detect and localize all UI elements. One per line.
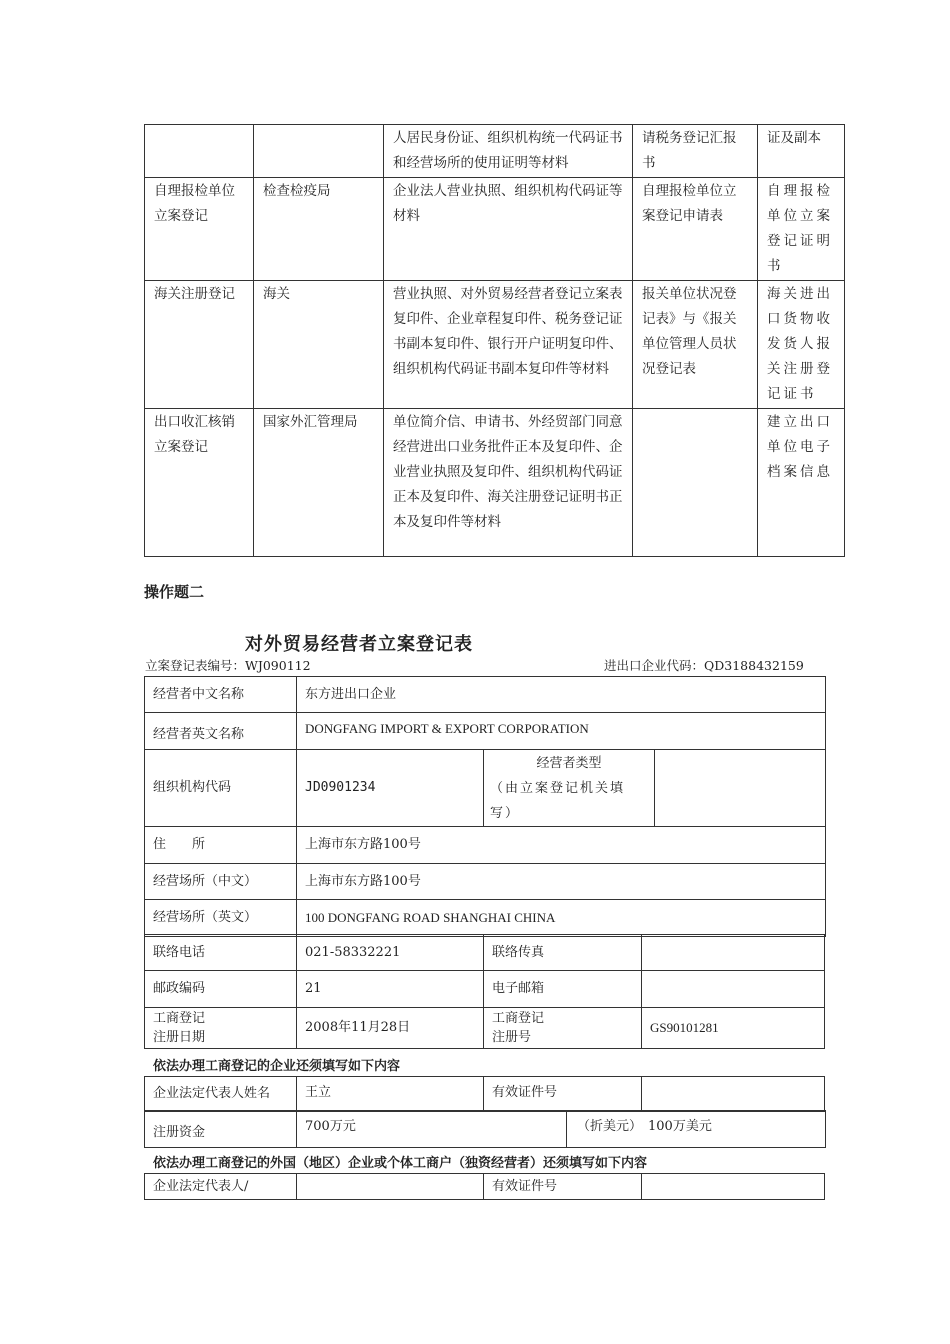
table-cell: 企业法人营业执照、组织机构代码证等材料: [384, 178, 633, 281]
table-cell: 出口收汇核销立案登记: [145, 409, 254, 557]
registration-procedure-table: [144, 124, 845, 557]
usd-label: （折美元）: [577, 1119, 643, 1134]
field-label: 有效证件号: [484, 1174, 642, 1200]
form-row: [145, 827, 826, 864]
legal-rep-table: [144, 1076, 642, 1112]
field-label: [484, 1008, 642, 1049]
field-label: 电子邮箱: [484, 971, 642, 1008]
table-cell: 海关注册登记: [145, 281, 254, 409]
section-note: 依法办理工商登记的企业还须填写如下内容: [153, 1059, 401, 1074]
table-cell: 营业执照、对外贸易经营者登记立案表复印件、企业章程复印件、税务登记证书副本复印件、银行开户证明复印件、组织机构代码证书副本复印件等材料: [384, 281, 633, 409]
form-row: [642, 1077, 825, 1112]
field-label: 经营者中文名称: [145, 677, 297, 713]
legal-rep-field[interactable]: 王立: [297, 1077, 484, 1112]
field-label: 联络电话: [145, 935, 297, 971]
form-row: [145, 1077, 642, 1112]
biz-date-label: 工商登记: [153, 1011, 206, 1026]
form-row: [145, 677, 826, 713]
contact-table: [144, 934, 642, 1049]
form-row: [642, 1008, 825, 1049]
biz-date-field[interactable]: 2008年11月28日: [297, 1008, 484, 1049]
field-label: 住 所: [145, 827, 297, 864]
form-row: [145, 713, 826, 750]
legal-rep-id-table: [641, 1076, 825, 1112]
field-label: 有效证件号: [484, 1077, 642, 1112]
table-cell: [254, 125, 384, 178]
capital-table: [144, 1110, 826, 1148]
field-label: 邮政编码: [145, 971, 297, 1008]
form-row: [145, 864, 826, 900]
form-row: [145, 971, 642, 1008]
table-cell: 单位简介信、申请书、外经贸部门同意经营进出口业务批件正本及复印件、企业营业执照及复印件、组织机构代码证正本及复印件、海关注册登记证明书正本及复印件等材料: [384, 409, 633, 557]
table-cell: 请税务登记汇报书: [633, 125, 758, 178]
table-row: [145, 178, 845, 281]
section-title: 操作题二: [144, 583, 205, 601]
field-label: 经营场所（中文）: [145, 864, 297, 900]
table-row: [145, 125, 845, 178]
table-cell: 建立出口单位电子档案信息: [758, 409, 845, 557]
email-field[interactable]: [642, 971, 825, 1008]
biz-date-label: 注册日期: [153, 1030, 206, 1045]
registration-form-table: [144, 676, 826, 937]
form-title: 对外贸易经营者立案登记表: [245, 634, 473, 655]
usd-cell: [567, 1111, 826, 1148]
table-row: [145, 409, 845, 557]
form-row: [145, 935, 642, 971]
table-cell: 自理报检单位立案登记: [145, 178, 254, 281]
id2-field[interactable]: [642, 1174, 825, 1200]
table-cell: 报关单位状况登记表》与《报关单位管理人员状况登记表: [633, 281, 758, 409]
table-row: [145, 281, 845, 409]
field-label: 企业法定代表人姓名: [145, 1077, 297, 1112]
field-label: 注册资金: [145, 1111, 297, 1148]
type-label: 经营者类型: [536, 755, 602, 771]
form-row: [642, 971, 825, 1008]
contact-values-table: [641, 934, 825, 1049]
table-cell: 检查检疫局: [254, 178, 384, 281]
table-cell: 自理报检单位立案登记申请表: [633, 178, 758, 281]
legal-rep2-field[interactable]: [297, 1174, 484, 1200]
type-field[interactable]: [655, 750, 826, 827]
foreign-rep-id-table: [641, 1173, 825, 1200]
form-row: [145, 750, 826, 827]
form-row: [145, 1174, 642, 1200]
field-label: 企业法定代表人/: [145, 1174, 297, 1200]
field-label: [484, 750, 655, 827]
registration-number: 立案登记表编号：WJ090112: [145, 658, 311, 673]
field-label: 经营场所（英文）: [145, 900, 297, 937]
fax-field[interactable]: [642, 935, 825, 971]
form-row: [145, 1008, 642, 1049]
postcode-field[interactable]: 21: [297, 971, 484, 1008]
field-label: 组织机构代码: [145, 750, 297, 827]
field-label: [145, 1008, 297, 1049]
form-row: [642, 1174, 825, 1200]
address-field[interactable]: 上海市东方路100号: [297, 827, 826, 864]
biz-no-field[interactable]: GS90101281: [642, 1008, 825, 1049]
place-cn-field[interactable]: 上海市东方路100号: [297, 864, 826, 900]
biz-no-label: 注册号: [492, 1030, 532, 1045]
name-en-field[interactable]: DONGFANG IMPORT & EXPORT CORPORATION: [297, 713, 826, 750]
org-code-field[interactable]: JD0901234: [297, 750, 484, 827]
table-cell: [633, 409, 758, 557]
usd-field[interactable]: 100万美元: [648, 1119, 712, 1134]
table-cell: 证及副本: [758, 125, 845, 178]
type-note: （由立案登记机关填写）: [490, 780, 626, 821]
section-note: 依法办理工商登记的外国（地区）企业或个体工商户（独资经营者）还须填写如下内容: [153, 1156, 648, 1171]
table-cell: 人居民身份证、组织机构统一代码证书和经营场所的使用证明等材料: [384, 125, 633, 178]
capital-field[interactable]: 700万元: [297, 1111, 567, 1148]
table-cell: 海关: [254, 281, 384, 409]
name-cn-field[interactable]: 东方进出口企业: [297, 677, 826, 713]
id-field[interactable]: [642, 1077, 825, 1112]
biz-no-label: 工商登记: [492, 1011, 545, 1026]
field-label: 经营者英文名称: [145, 713, 297, 750]
phone-field[interactable]: 021-58332221: [297, 935, 484, 971]
table-cell: 海关进出口货物收发货人报关注册登记证书: [758, 281, 845, 409]
table-cell: [145, 125, 254, 178]
field-label: 联络传真: [484, 935, 642, 971]
form-row: [642, 935, 825, 971]
place-en-field[interactable]: 100 DONGFANG ROAD SHANGHAI CHINA: [297, 900, 826, 937]
table-cell: 国家外汇管理局: [254, 409, 384, 557]
foreign-rep-table: [144, 1173, 642, 1200]
table-cell: 自理报检单位立案登记证明书: [758, 178, 845, 281]
form-row: [145, 900, 826, 937]
form-row: [145, 1111, 826, 1148]
company-code: 进出口企业代码：QD3188432159: [604, 658, 804, 673]
